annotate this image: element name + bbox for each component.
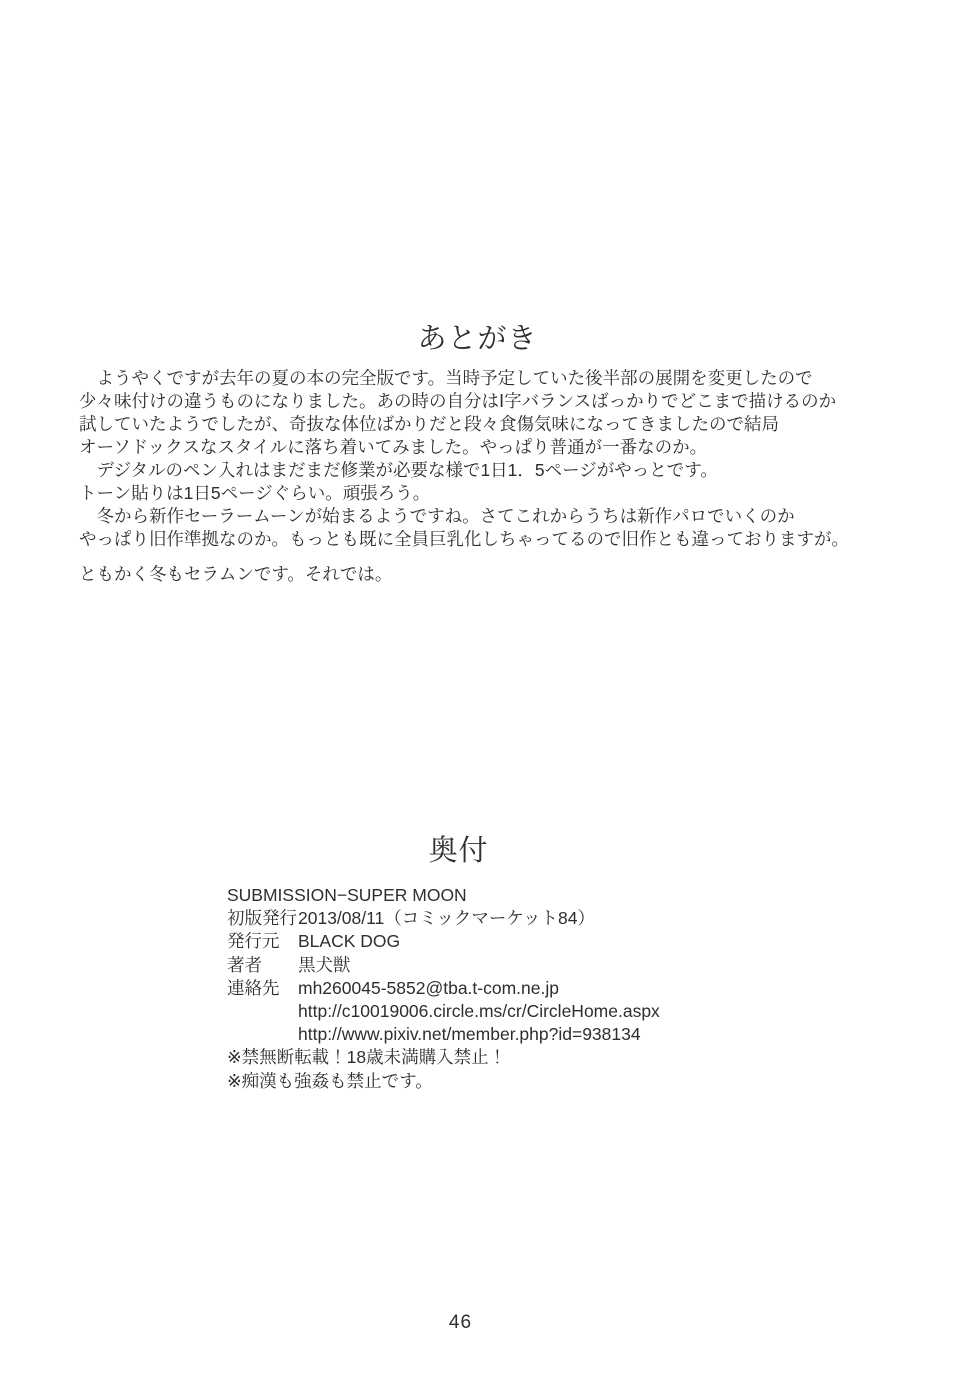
notice-prohibition: ※痴漢も強姦も禁止です。 (227, 1070, 433, 1091)
afterword-line: トーン貼りは1日5ページぐらい。頑張ろう。 (79, 483, 431, 503)
colophon-value-circle-url: http://c10019006.circle.ms/cr/CircleHome.aspx (298, 1001, 660, 1022)
afterword-line: デジタルのペン入れはまだまだ修業が必要な様で1日1．5ページがやっとです。 (79, 460, 718, 480)
colophon-notice (227, 1070, 660, 1093)
colophon-value-pixiv-url: http://www.pixiv.net/member.php?id=938134 (298, 1024, 641, 1045)
colophon-label-contact: 連絡先 (227, 977, 280, 998)
colophon-value-publish-date: 2013/08/11（コミックマーケット84） (298, 908, 596, 929)
colophon-row (227, 930, 660, 953)
colophon-row (227, 954, 660, 977)
colophon-value-contact-email: mh260045-5852@tba.t-com.ne.jp (298, 977, 559, 998)
afterword-line: 冬から新作セーラームーンが始まるようですね。さてこれからうちは新作パロでいくのか (79, 506, 795, 526)
colophon-row (227, 977, 660, 1000)
afterword-line: オーソドックスなスタイルに落ち着いてみました。やっぱり普通が一番なのか。 (79, 437, 708, 457)
colophon-label-empty (227, 1000, 298, 1023)
book-title: SUBMISSION−SUPER MOON (227, 885, 467, 905)
colophon-book-title-row (227, 884, 660, 907)
afterword-body (79, 367, 894, 551)
colophon-block (227, 884, 660, 1093)
notice-no-reproduction: ※禁無断転載！18歳未満購入禁止！ (227, 1047, 507, 1068)
colophon-title: 奥付 (428, 835, 489, 867)
afterword-line: やっぱり旧作準拠なのか。もっとも既に全員巨乳化しちゃってるので旧作とも違っておりますが。 (79, 529, 849, 549)
colophon-value-author: 黒犬獣 (298, 954, 351, 975)
colophon-label-first-edition: 初版発行 (227, 908, 297, 929)
colophon-label-empty (227, 1023, 298, 1046)
colophon-notice (227, 1046, 660, 1069)
colophon-value-publisher: BLACK DOG (298, 931, 401, 952)
page-number: 46 (448, 1312, 473, 1333)
colophon-row (227, 1000, 660, 1023)
colophon-label-publisher: 発行元 (227, 931, 280, 952)
afterword-line: 少々味付けの違うものになりました。あの時の自分はⅠ字バランスばっかりでどこまで描けるのか (79, 391, 837, 411)
afterword-title: あとがき (417, 323, 538, 355)
colophon-row (227, 907, 660, 930)
afterword-closing-line: ともかく冬もセラムンです。それでは。 (79, 564, 393, 584)
afterword-line: ようやくですが去年の夏の本の完全版です。当時予定していた後半部の展開を変更したので (79, 368, 813, 388)
colophon-label-author: 著者 (227, 954, 262, 975)
afterword-line: 試していたようでしたが、奇抜な体位ばかりだと段々食傷気味になってきましたので結局 (79, 414, 779, 434)
colophon-row (227, 1023, 660, 1046)
